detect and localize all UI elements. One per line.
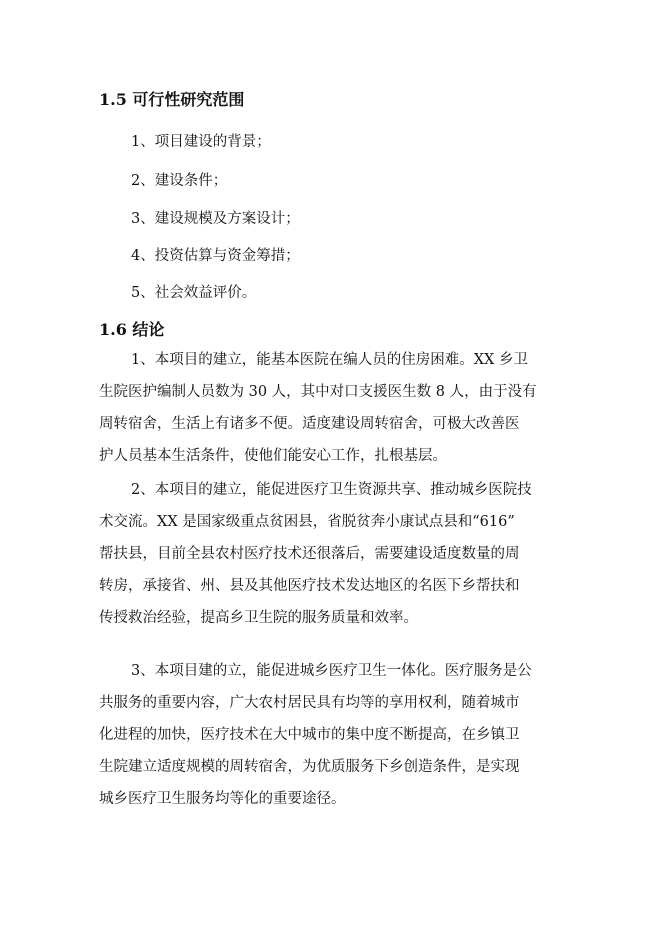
paragraph-line: 城乡医疗卫生服务均等化的重要途径。 bbox=[99, 791, 346, 807]
section-heading-1-5: 1.5 可行性研究范围 bbox=[99, 90, 245, 109]
paragraph-line: 共服务的重要内容，广大农村居民具有均等的享用权利，随着城市 bbox=[99, 695, 520, 711]
section-heading-1-6: 1.6 结论 bbox=[99, 320, 165, 339]
paragraph-line: 术交流。XX 是国家级重点贫困县，省脱贫奔小康试点县和“616” bbox=[99, 514, 515, 530]
paragraph-line: 化进程的加快，医疗技术在大中城市的集中度不断提高，在乡镇卫 bbox=[99, 727, 520, 743]
paragraph-line: 3、本项目建的立，能促进城乡医疗卫生一体化。医疗服务是公 bbox=[131, 663, 532, 679]
scope-item-3: 3、建设规模及方案设计； bbox=[131, 211, 300, 227]
paragraph-line: 生院医护编制人员数为 30 人，其中对口支援医生数 8 人，由于没有 bbox=[99, 384, 537, 400]
scope-item-4: 4、投资估算与资金筹措； bbox=[131, 248, 300, 264]
conclusion-paragraph-3 bbox=[99, 655, 569, 815]
paragraph-line: 护人员基本生活条件，使他们能安心工作，扎根基层。 bbox=[99, 448, 447, 464]
paragraph-line: 帮扶县，目前全县农村医疗技术还很落后，需要建设适度数量的周 bbox=[99, 546, 520, 562]
scope-item-2: 2、建设条件； bbox=[131, 173, 228, 189]
scope-item-1: 1、项目建设的背景； bbox=[131, 134, 271, 150]
conclusion-paragraph-2 bbox=[99, 474, 569, 634]
paragraph-line: 周转宿舍，生活上有诸多不便。适度建设周转宿舍，可极大改善医 bbox=[99, 416, 520, 432]
paragraph-line: 生院建立适度规模的周转宿舍，为优质服务下乡创造条件，是实现 bbox=[99, 759, 520, 775]
paragraph-line: 传授救治经验，提高乡卫生院的服务质量和效率。 bbox=[99, 610, 418, 626]
paragraph-line: 转房，承接省、州、县及其他医疗技术发达地区的名医下乡帮扶和 bbox=[99, 578, 520, 594]
paragraph-line: 2、本项目的建立，能促进医疗卫生资源共享、推动城乡医院技 bbox=[131, 482, 532, 498]
conclusion-paragraph-1 bbox=[99, 344, 569, 472]
paragraph-line: 1、本项目的建立，能基本医院在编人员的住房困难。XX 乡卫 bbox=[131, 352, 528, 368]
scope-item-5: 5、社会效益评价。 bbox=[131, 285, 257, 301]
